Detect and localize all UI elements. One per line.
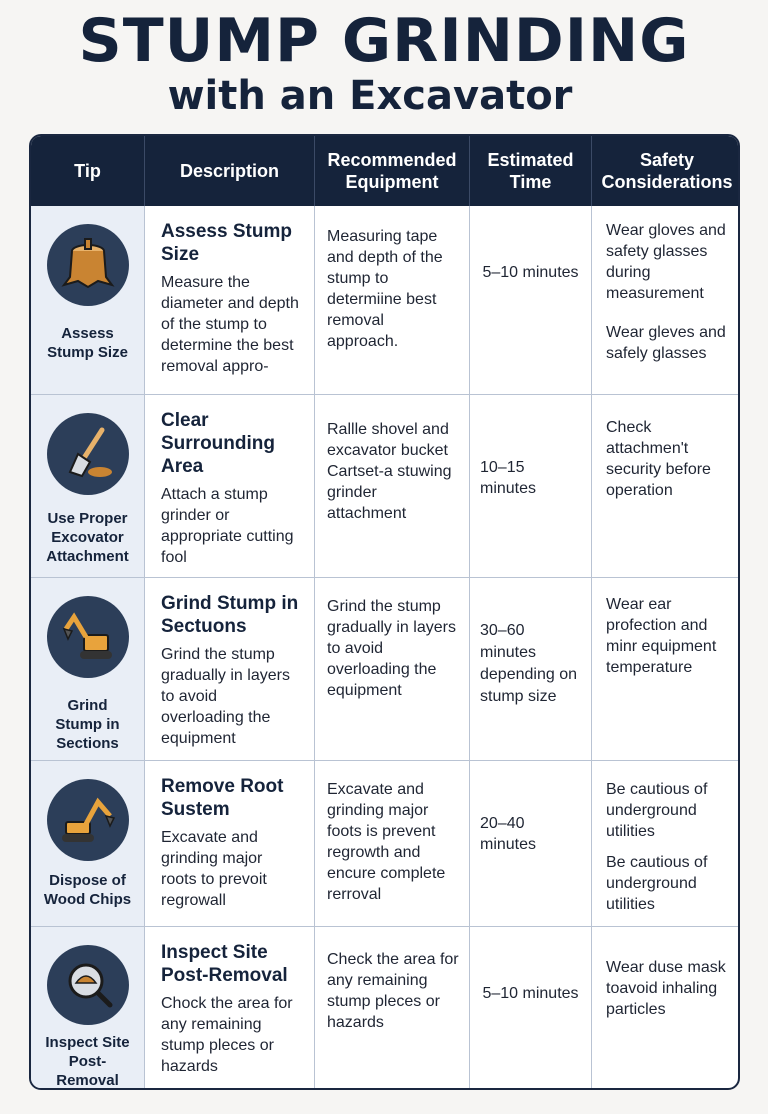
header-equipment: Recommended Equipment [315,136,470,206]
description-body: Excavate and grinding major roots to prevoit regrowall [161,829,267,909]
header-tip: Tip [31,136,145,206]
safety-cell [592,927,740,1090]
time-value: 5–10 minutes [482,985,579,1002]
tips-table [29,134,740,1090]
stump-icon [47,224,129,306]
safety-cell [592,761,740,926]
safety-note: Be cautious of underground utilities [606,781,708,840]
time-value: 5–10 minutes [482,264,579,281]
description-body: Attach a stump grinder or appropriate cutting fool [161,486,294,566]
table-row [31,760,740,926]
description-title: Clear Surrounding Area [161,410,275,477]
description-title: Remove Root Sustem [161,776,284,820]
time-cell [470,761,592,926]
excavator-arm-icon [47,779,129,861]
tip-cell [31,206,145,394]
description-cell [145,927,315,1090]
time-value: 20–40 minutes [480,815,537,853]
header-safety: Safety Considerations [601,150,733,192]
tip-label: Use Proper Excovator Attachment [46,510,129,565]
safety-note: Wear duse mask toavoid inhaling particles [606,959,726,1018]
page-subtitle: with an Excavator [167,73,573,119]
shovel-icon [47,413,129,495]
description-cell [145,206,315,394]
time-cell [470,206,592,394]
table-row [31,926,740,1090]
safety-cell [592,206,740,394]
tip-cell [31,761,145,926]
tip-cell [31,578,145,760]
description-title: Assess Stump Size [161,221,292,265]
equipment-cell: Rallle shovel and excavator bucket Cartset-a stuwing grinder attachment [315,395,470,577]
safety-note: Be cautious of underground utilities [606,854,708,913]
equipment-cell: Check the area for any remaining stump pleces or hazards [315,927,470,1090]
table-row [31,394,740,577]
tip-label: Grind Stump in Sections [55,697,120,752]
safety-note: Wear ear profection and minr equipment temperature [606,596,717,676]
tip-cell [31,927,145,1090]
time-cell [470,395,592,577]
equipment-cell: Measuring tape and depth of the stump to determiine best removal approach. [315,206,470,394]
description-title: Grind Stump in Sectuons [161,593,299,637]
description-cell [145,761,315,926]
magnifier-icon [47,945,129,1025]
time-value: 30–60 minutes depending on stump size [480,622,577,705]
time-cell [470,927,592,1090]
tip-label: Assess Stump Size [47,325,128,361]
tip-label: Dispose of Wood Chips [43,872,132,908]
table-row [31,577,740,760]
time-value: 10–15 minutes [480,459,537,497]
tip-cell [31,395,145,577]
safety-cell [592,578,740,760]
header-description: Description [145,136,315,206]
description-cell [145,395,315,577]
safety-note: Wear gloves and safety glasses during measurement [606,222,726,302]
safety-cell [592,395,740,577]
safety-note: Check attachmen't security before operation [606,419,711,499]
table-row [31,206,740,394]
safety-note: Wear gleves and safely glasses [606,324,726,362]
description-body: Grind the stump gradually in layers to avoid overloading the equipment [161,646,290,747]
description-body: Measure the diameter and depth of the stump to determine the best removal appro- [161,274,299,375]
page-title: STUMP GRINDING [78,6,690,76]
equipment-cell: Grind the stump gradually in layers to avoid overloading the equipment [315,578,470,760]
equipment-cell: Excavate and grinding major foots is prevent regrowth and encure complete rerroval [315,761,470,926]
description-body: Chock the area for any remaining stump pleces or hazards [161,995,293,1075]
table-header [31,136,740,206]
description-cell [145,578,315,760]
header-time: Estimated Time [470,136,592,206]
description-title: Inspect Site Post-Removal [161,942,288,986]
time-cell [470,578,592,760]
excavator-icon [47,596,129,678]
tip-label: Inspect Site Post-Removal [45,1034,130,1089]
